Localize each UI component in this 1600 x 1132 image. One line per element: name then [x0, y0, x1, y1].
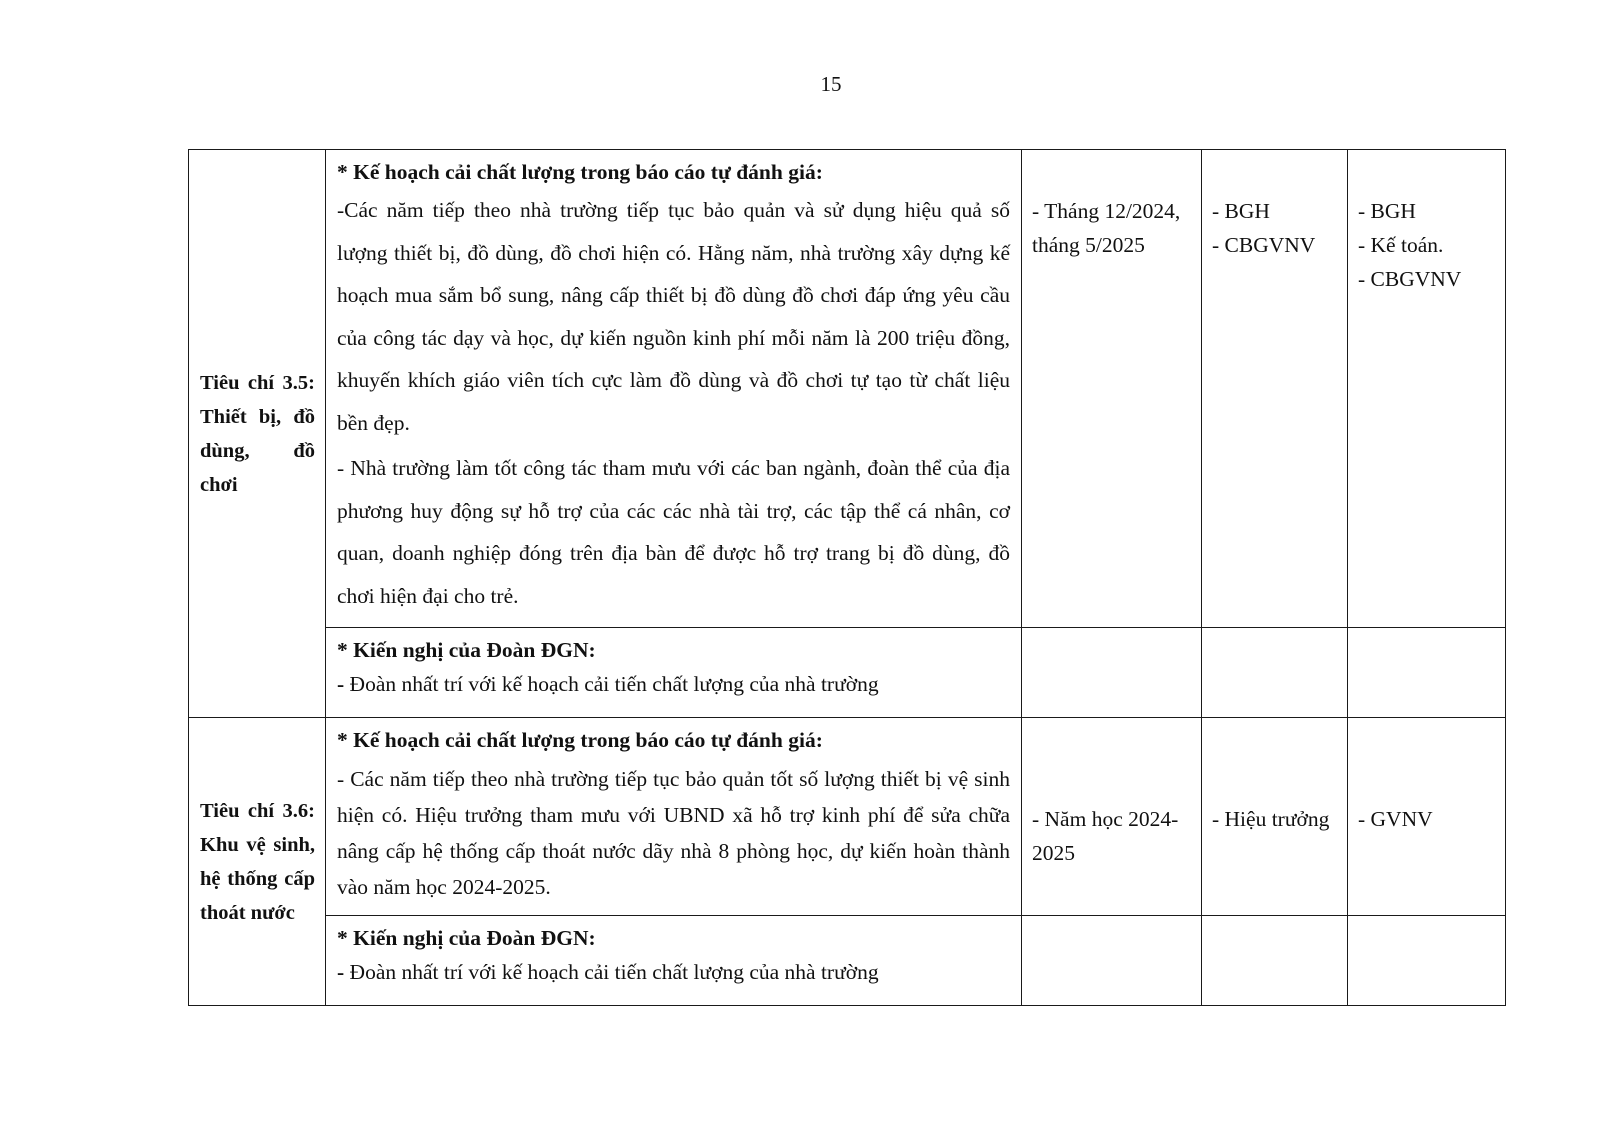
empty-cell: [1022, 628, 1202, 718]
plan-paragraph: - Các năm tiếp theo nhà trường tiếp tục bảo quản tốt số lượng thiết bị vệ sinh hiện có. Hiệu trưởng tham mưu với UBND xã hỗ trợ kinh phí để sửa chữa nâng cấp hệ thống cấp thoát nước dãy nhà 8 phòng học, dự kiến hoàn thành vào năm học 2024-2025.: [337, 767, 1010, 899]
empty-cell: [1202, 916, 1348, 1006]
empty-cell: [1348, 916, 1506, 1006]
recommendation-text: Đoàn nhất trí với kế hoạch cải tiến chất lượng của nhà trường: [349, 672, 879, 696]
criterion-cell: [189, 150, 326, 718]
support-item: - CBGVNV: [1358, 267, 1462, 291]
lead-item: - BGH: [1212, 199, 1270, 223]
criterion-label: Tiêu chí 3.5: Thiết bị, đồ dùng, đồ chơi: [200, 371, 315, 496]
time-cell: [1022, 150, 1202, 628]
empty-cell: [1022, 916, 1202, 1006]
table-row: [189, 718, 1506, 916]
support-cell: [1348, 718, 1506, 916]
time-value: - Tháng 12/2024, tháng 5/2025: [1032, 199, 1181, 257]
plan-paragraph: - Nhà trường làm tốt công tác tham mưu với các ban ngành, đoàn thể của địa phương huy động sự hỗ trợ của các các nhà tài trợ, các tập thể cá nhân, cơ quan, doanh nghiệp đóng trên địa bàn để được hỗ trợ trang bị đồ dùng, đồ chơi hiện đại cho trẻ.: [337, 456, 1010, 608]
lead-item: - CBGVNV: [1212, 233, 1316, 257]
plan-cell: [326, 718, 1022, 916]
recommendation-text-line: [337, 664, 1010, 704]
lead-cell: [1202, 150, 1348, 628]
time-value: - Năm học 2024-2025: [1032, 807, 1179, 865]
plan-paragraph: -Các năm tiếp theo nhà trường tiếp tục bảo quản và sử dụng hiệu quả số lượng thiết bị, đồ dùng, đồ chơi hiện có. Hằng năm, nhà trường xây dựng kế hoạch mua sắm bổ sung, nâng cấp thiết bị đồ dùng đồ chơi đáp ứng yêu cầu của công tác dạy và học, dự kiến nguồn kinh phí mỗi năm là 200 triệu đồng, khuyến khích giáo viên tích cực làm đồ dùng và đồ chơi tự tạo từ chất liệu bền đẹp.: [337, 198, 1010, 435]
recommendation-text-line: [337, 952, 1010, 992]
recommendation-cell: [326, 628, 1022, 718]
empty-cell: [1202, 628, 1348, 718]
table-row: [189, 150, 1506, 628]
recommendation-dash: -: [337, 672, 345, 696]
support-item: - BGH: [1358, 199, 1416, 223]
table-row: [189, 916, 1506, 1006]
lead-item: - Hiệu trưởng: [1212, 807, 1330, 831]
criterion-label: Tiêu chí 3.6: Khu vệ sinh, hệ thống cấp thoát nước: [200, 799, 315, 924]
recommendation-text: Đoàn nhất trí với kế hoạch cải tiến chất lượng của nhà trường: [349, 960, 879, 984]
plan-cell: [326, 150, 1022, 628]
support-item: - Kế toán.: [1358, 233, 1444, 257]
lead-cell: [1202, 718, 1348, 916]
support-cell: [1348, 150, 1506, 628]
recommendation-dash: -: [337, 960, 345, 984]
plan-heading: * Kế hoạch cải chất lượng trong báo cáo tự đánh giá:: [337, 160, 823, 184]
recommendation-heading: * Kiến nghị của Đoàn ĐGN:: [337, 926, 596, 950]
criterion-cell: [189, 718, 326, 1006]
time-cell: [1022, 718, 1202, 916]
support-item: - GVNV: [1358, 807, 1433, 831]
page-number: 15: [820, 72, 842, 96]
recommendation-heading: * Kiến nghị của Đoàn ĐGN:: [337, 638, 596, 662]
table-row: [189, 628, 1506, 718]
empty-cell: [1348, 628, 1506, 718]
plan-heading: * Kế hoạch cải chất lượng trong báo cáo tự đánh giá:: [337, 728, 823, 752]
improvement-plan-table: [188, 149, 1506, 1006]
recommendation-cell: [326, 916, 1022, 1006]
